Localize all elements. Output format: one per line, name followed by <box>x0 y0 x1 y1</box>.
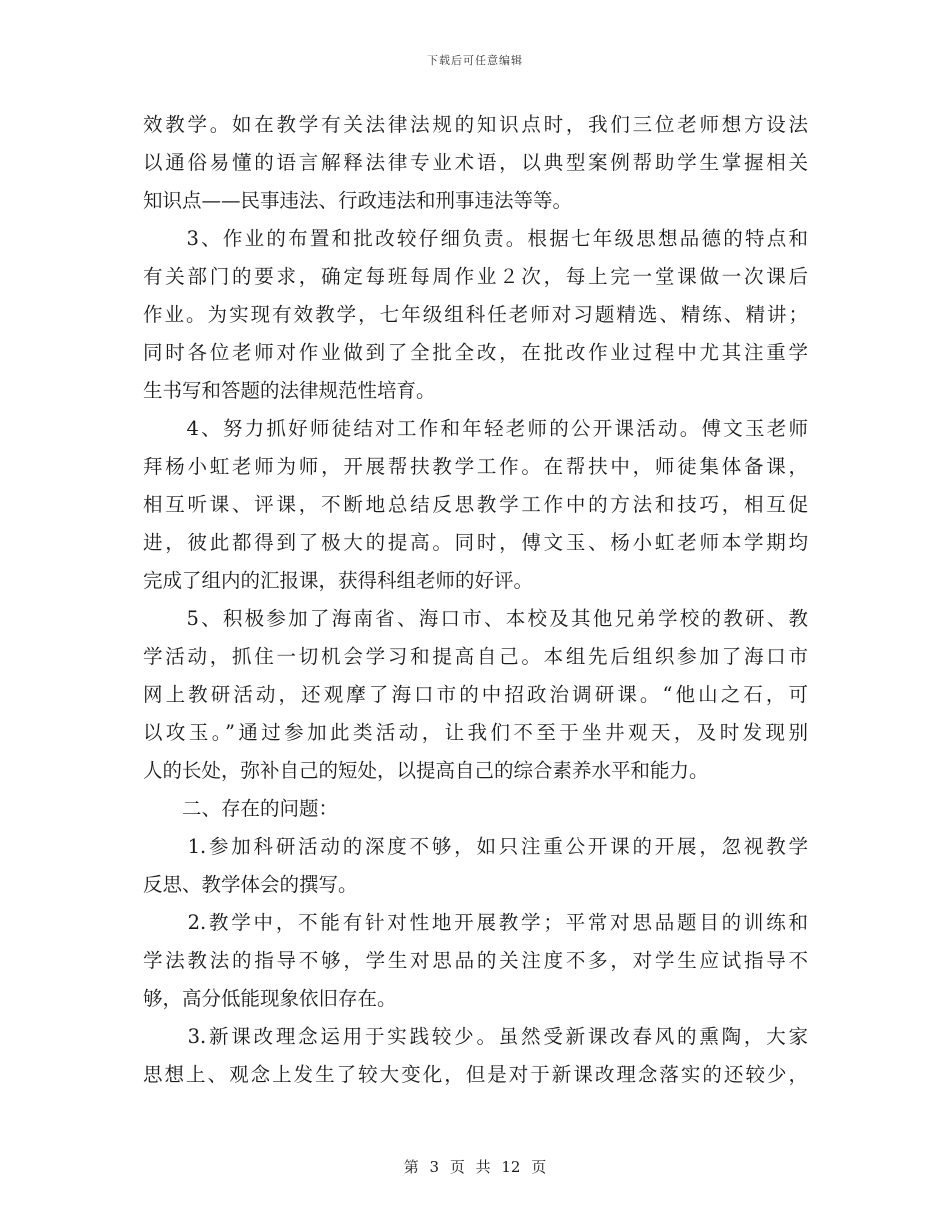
body-text <box>143 106 808 1094</box>
text-line: 反思、教学体会的撰写。 <box>143 873 358 896</box>
text-line: 2.教学中，不能有针对性地开展教学；平常对思品题目的训练和 <box>143 911 808 934</box>
text-line: 学活动，抓住一切机会学习和提高自己。本组先后组织参加了海口市 <box>143 645 808 668</box>
text-line: 拜杨小虹老师为师，开展帮扶教学工作。在帮扶中，师徒集体备课， <box>143 455 808 478</box>
text-line: 二、存在的问题： <box>143 797 339 820</box>
page-header: 下载后可任意编辑 <box>427 54 523 67</box>
text-line: 学法教法的指导不够，学生对思品的关注度不多，对学生应试指导不 <box>143 949 808 972</box>
page-footer: 第 3 页 共 12 页 <box>403 1158 547 1176</box>
text-line: 相互听课、评课，不断地总结反思教学工作中的方法和技巧，相互促 <box>143 493 808 516</box>
text-line: 效教学。如在教学有关法律法规的知识点时，我们三位老师想方设法 <box>143 113 808 136</box>
text-line: 人的长处，弥补自己的短处，以提高自己的综合素养水平和能力。 <box>143 759 709 782</box>
text-line: 以攻玉。”通过参加此类活动，让我们不至于坐井观天，及时发现别 <box>143 721 808 744</box>
text-line: 有关部门的要求，确定每班每周作业２次，每上完一堂课做一次课后 <box>143 265 808 288</box>
text-line: 4、努力抓好师徒结对工作和年轻老师的公开课活动。傅文玉老师 <box>143 417 808 440</box>
text-line: 进，彼此都得到了极大的提高。同时，傅文玉、杨小虹老师本学期均 <box>143 531 808 554</box>
text-line: 同时各位老师对作业做到了全批全改，在批改作业过程中尤其注重学 <box>143 341 808 364</box>
text-line: 够，高分低能现象依旧存在。 <box>143 987 397 1010</box>
text-line: 5、积极参加了海南省、海口市、本校及其他兄弟学校的教研、教 <box>143 607 808 630</box>
text-line: 完成了组内的汇报课，获得科组老师的好评。 <box>143 569 534 592</box>
text-line: 3、作业的布置和批改较仔细负责。根据七年级思想品德的特点和 <box>143 227 808 250</box>
text-line: 思想上、观念上发生了较大变化，但是对于新课改理念落实的还较少， <box>143 1063 808 1086</box>
text-line: 网上教研活动，还观摩了海口市的中招政治调研课。“他山之石，可 <box>143 683 808 706</box>
text-line: 作业。为实现有效教学，七年级组科任老师对习题精选、精练、精讲； <box>143 303 808 326</box>
text-line: 以通俗易懂的语言解释法律专业术语，以典型案例帮助学生掌握相关 <box>143 151 808 174</box>
text-line: 1.参加科研活动的深度不够，如只注重公开课的开展，忽视教学 <box>143 835 808 858</box>
text-line: 3.新课改理念运用于实践较少。虽然受新课改春风的熏陶，大家 <box>143 1025 808 1048</box>
text-line: 知识点——民事违法、行政违法和刑事违法等等。 <box>143 189 573 212</box>
text-line: 生书写和答题的法律规范性培育。 <box>143 379 436 402</box>
